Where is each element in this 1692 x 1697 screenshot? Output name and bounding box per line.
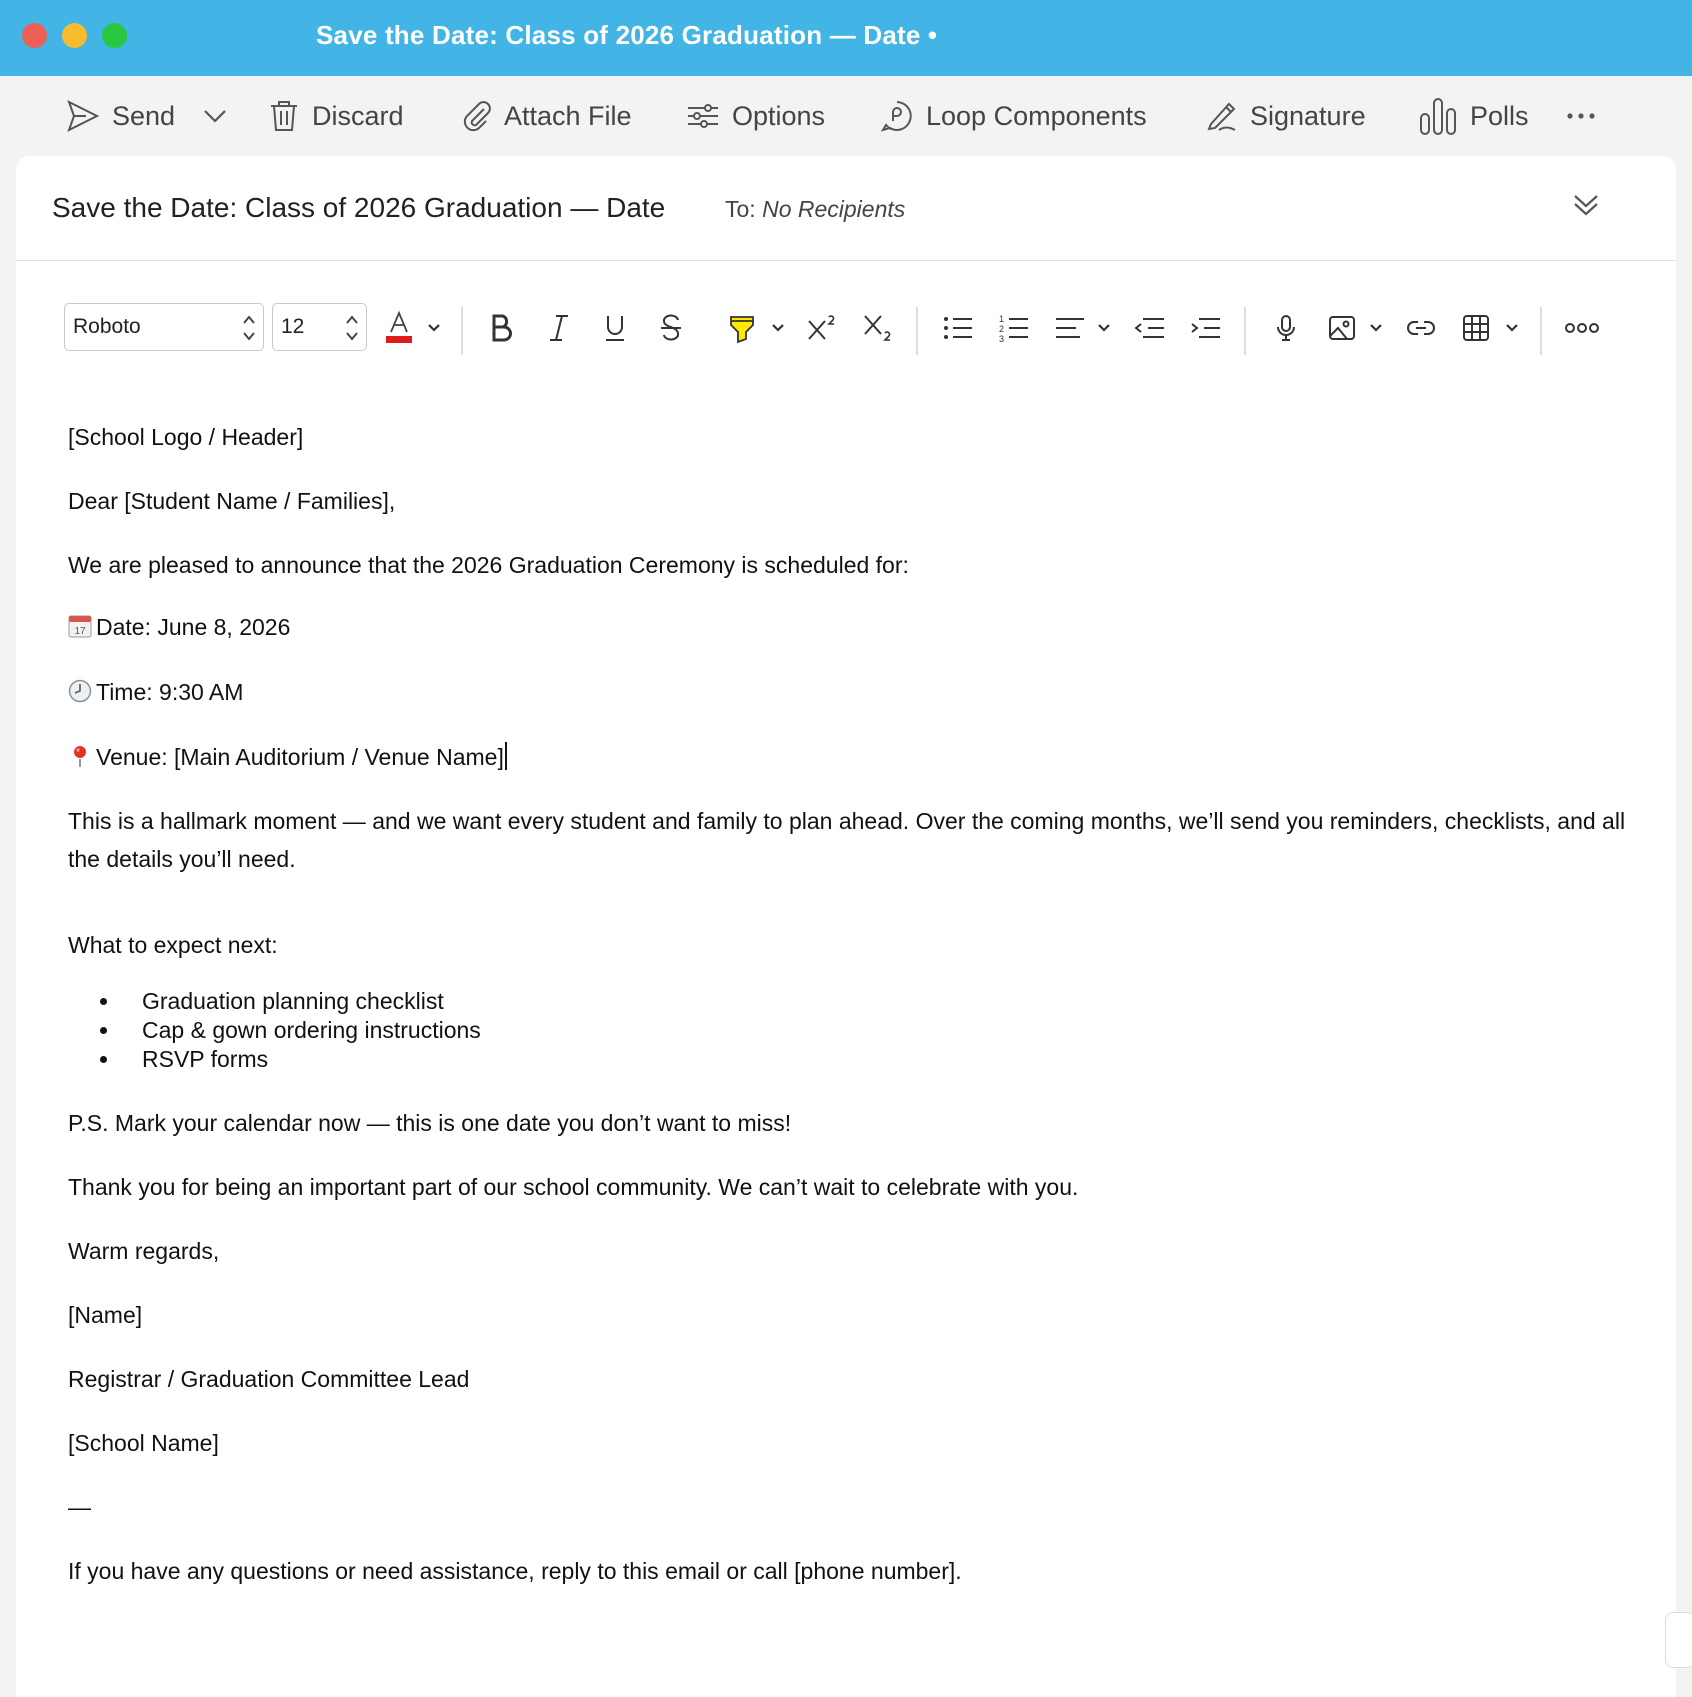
options-label: Options xyxy=(732,100,826,131)
more-actions-button[interactable] xyxy=(1566,94,1596,138)
bullet-list-icon xyxy=(942,314,974,342)
toolbar-separator xyxy=(461,307,463,355)
underline-button[interactable] xyxy=(602,308,628,348)
to-field[interactable] xyxy=(725,196,905,223)
window-controls xyxy=(22,23,127,48)
send-options-dropdown[interactable] xyxy=(202,94,228,138)
signature-label: Signature xyxy=(1250,100,1366,131)
send-button[interactable] xyxy=(66,94,175,138)
body-date-line xyxy=(68,608,290,646)
svg-text:17: 17 xyxy=(74,626,86,637)
pen-signature-icon xyxy=(1204,99,1238,133)
highlighter-icon xyxy=(728,312,756,344)
formatting-toolbar xyxy=(16,296,1676,368)
updown-chevron-icon xyxy=(241,312,257,344)
loop-components-button[interactable] xyxy=(880,94,1147,138)
expand-header-button[interactable] xyxy=(1572,192,1600,223)
signature-button[interactable] xyxy=(1204,94,1366,138)
highlight-button[interactable] xyxy=(728,308,756,348)
close-window-button[interactable] xyxy=(22,23,47,48)
font-size-select[interactable] xyxy=(272,303,367,351)
decrease-indent-button[interactable] xyxy=(1134,308,1166,348)
options-button[interactable] xyxy=(686,94,825,138)
more-horizontal-icon xyxy=(1566,111,1596,121)
font-color-button[interactable] xyxy=(384,308,414,348)
body-signer-name: [Name] xyxy=(68,1302,143,1328)
calendar-icon xyxy=(68,614,92,638)
strikethrough-icon xyxy=(658,313,684,343)
maximize-window-button[interactable] xyxy=(102,23,127,48)
text-cursor xyxy=(505,742,507,770)
more-options-icon xyxy=(1564,321,1600,335)
insert-picture-dropdown[interactable] xyxy=(1368,308,1384,348)
window-title: Save the Date: Class of 2026 Graduation — Date • xyxy=(316,20,938,50)
dictate-button[interactable] xyxy=(1274,308,1298,348)
bold-icon xyxy=(488,313,514,343)
attach-file-button[interactable] xyxy=(462,94,632,138)
underline-icon xyxy=(602,313,628,343)
svg-text:2: 2 xyxy=(999,324,1005,334)
title-bar xyxy=(0,0,1692,76)
insert-link-button[interactable] xyxy=(1406,308,1436,348)
chevron-down-icon xyxy=(1096,322,1112,334)
body-signer-role: Registrar / Graduation Committee Lead xyxy=(68,1366,470,1392)
insert-table-button[interactable] xyxy=(1462,308,1490,348)
toolbar-separator xyxy=(1540,307,1542,355)
subscript-icon xyxy=(862,312,894,344)
align-left-icon xyxy=(1054,315,1086,341)
font-family-value: Roboto xyxy=(73,315,141,338)
bullet-dot xyxy=(100,1056,107,1063)
font-size-value: 12 xyxy=(281,315,305,338)
compose-toolbar xyxy=(0,76,1692,156)
italic-button[interactable] xyxy=(546,308,572,348)
italic-icon xyxy=(546,313,572,343)
double-chevron-down-icon xyxy=(1572,192,1600,218)
image-icon xyxy=(1328,314,1356,342)
bullet-dot xyxy=(100,1027,107,1034)
to-label: To: xyxy=(725,196,756,222)
align-button[interactable] xyxy=(1054,308,1086,348)
body-ps: P.S. Mark your calendar now — this is one date you don’t want to miss! xyxy=(68,1110,792,1136)
body-venue-line xyxy=(68,738,507,776)
body-header: [School Logo / Header] xyxy=(68,424,304,450)
loop-components-label: Loop Components xyxy=(926,100,1147,131)
venue-text: Venue: [Main Auditorium / Venue Name] xyxy=(96,744,504,770)
body-footer: If you have any questions or need assistance, reply to this email or call [phone number]. xyxy=(68,1558,962,1584)
map-pin-icon xyxy=(68,744,92,768)
compose-card: Save the Date: Class of 2026 Graduation — Date To: No Recipients Roboto 12 1 2 3 [School Logo / Header] Dear [Student Name / Families], We are pleased to announce that the 2026 Graduation Ceremony is scheduled for: 17 Date: June 8, 2026 Time: 9:30 AM Venue: [Main Auditorium / Venue Name] This is a hallmark moment — and we want every student and family to plan ahead. Over the coming months, we’ll send you reminders, checklists, and all the details you’ll need. What to expect next: Graduation planning checklist Cap & gown ordering instructions RSVP forms P.S. Mark your calendar now — this is one date you don’t want to miss! Thank you for being an important part of our school community. We can’t wait to celebrate with you. Warm regards, [Name] Registrar / Graduation Committee Lead [School Name] — If you have any questions or need assistance, reply to this email or call [phone number]. xyxy=(16,156,1676,1697)
body-hallmark-paragraph: This is a hallmark moment — and we want every student and family to plan ahead. Over the coming months, we’ll send you reminders, checklists, and all the details you’ll need. xyxy=(68,808,1626,872)
font-color-icon xyxy=(384,310,414,346)
time-text: Time: 9:30 AM xyxy=(96,679,244,705)
insert-picture-button[interactable] xyxy=(1328,308,1356,348)
superscript-icon xyxy=(806,313,838,343)
body-separator-dash: — xyxy=(68,1494,91,1520)
svg-text:1: 1 xyxy=(999,314,1005,324)
subject-field[interactable]: Save the Date: Class of 2026 Graduation — Date xyxy=(52,192,666,223)
table-icon xyxy=(1462,314,1490,342)
svg-text:3: 3 xyxy=(999,334,1005,343)
strikethrough-button[interactable] xyxy=(658,308,684,348)
body-announcement: We are pleased to announce that the 2026 Graduation Ceremony is scheduled for: xyxy=(68,552,909,578)
body-thanks: Thank you for being an important part of our school community. We can’t wait to celebrate with you. xyxy=(68,1174,1079,1200)
updown-chevron-icon xyxy=(344,312,360,344)
clock-icon xyxy=(68,679,92,703)
bar-chart-icon xyxy=(1418,96,1458,136)
chevron-down-icon xyxy=(202,107,228,125)
bullet-list-button[interactable] xyxy=(942,308,974,348)
font-color-dropdown[interactable] xyxy=(426,308,442,348)
chevron-down-icon xyxy=(1504,322,1520,334)
subscript-button[interactable] xyxy=(862,308,894,348)
microphone-icon xyxy=(1274,313,1298,343)
attach-file-label: Attach File xyxy=(504,100,632,131)
toolbar-separator xyxy=(916,307,918,355)
send-label: Send xyxy=(112,100,176,131)
more-formatting-button[interactable] xyxy=(1564,308,1600,348)
body-greeting: Dear [Student Name / Families], xyxy=(68,488,396,514)
superscript-button[interactable] xyxy=(806,308,838,348)
date-text: Date: June 8, 2026 xyxy=(96,614,291,640)
scrollbar-thumb[interactable] xyxy=(1665,1612,1692,1668)
minimize-window-button[interactable] xyxy=(62,23,87,48)
chevron-down-icon xyxy=(770,322,786,334)
loop-icon xyxy=(880,99,914,133)
link-icon xyxy=(1406,318,1436,338)
sliders-icon xyxy=(686,101,720,131)
decrease-indent-icon xyxy=(1134,315,1166,341)
polls-label: Polls xyxy=(1470,100,1529,131)
discard-label: Discard xyxy=(312,100,404,131)
numbered-list-button[interactable] xyxy=(998,308,1030,348)
highlight-dropdown[interactable] xyxy=(770,308,786,348)
insert-table-dropdown[interactable] xyxy=(1504,308,1520,348)
increase-indent-button[interactable] xyxy=(1190,308,1222,348)
body-time-line xyxy=(68,673,243,711)
polls-button[interactable] xyxy=(1418,94,1529,138)
increase-indent-icon xyxy=(1190,315,1222,341)
body-school-name: [School Name] xyxy=(68,1430,219,1456)
trash-icon xyxy=(268,99,300,133)
toolbar-separator xyxy=(1244,307,1246,355)
to-value: No Recipients xyxy=(762,196,906,222)
send-icon xyxy=(66,99,100,133)
discard-button[interactable] xyxy=(268,94,404,138)
font-family-select[interactable] xyxy=(64,303,264,351)
chevron-down-icon xyxy=(426,322,442,334)
paperclip-icon xyxy=(462,100,492,132)
body-regards: Warm regards, xyxy=(68,1238,220,1264)
bullet-dot xyxy=(100,998,107,1005)
bold-button[interactable] xyxy=(488,308,514,348)
numbered-list-icon xyxy=(998,313,1030,343)
chevron-down-icon xyxy=(1368,322,1384,334)
align-dropdown[interactable] xyxy=(1096,308,1112,348)
body-expect-heading: What to expect next: xyxy=(68,932,278,958)
subject-row xyxy=(16,156,1676,261)
